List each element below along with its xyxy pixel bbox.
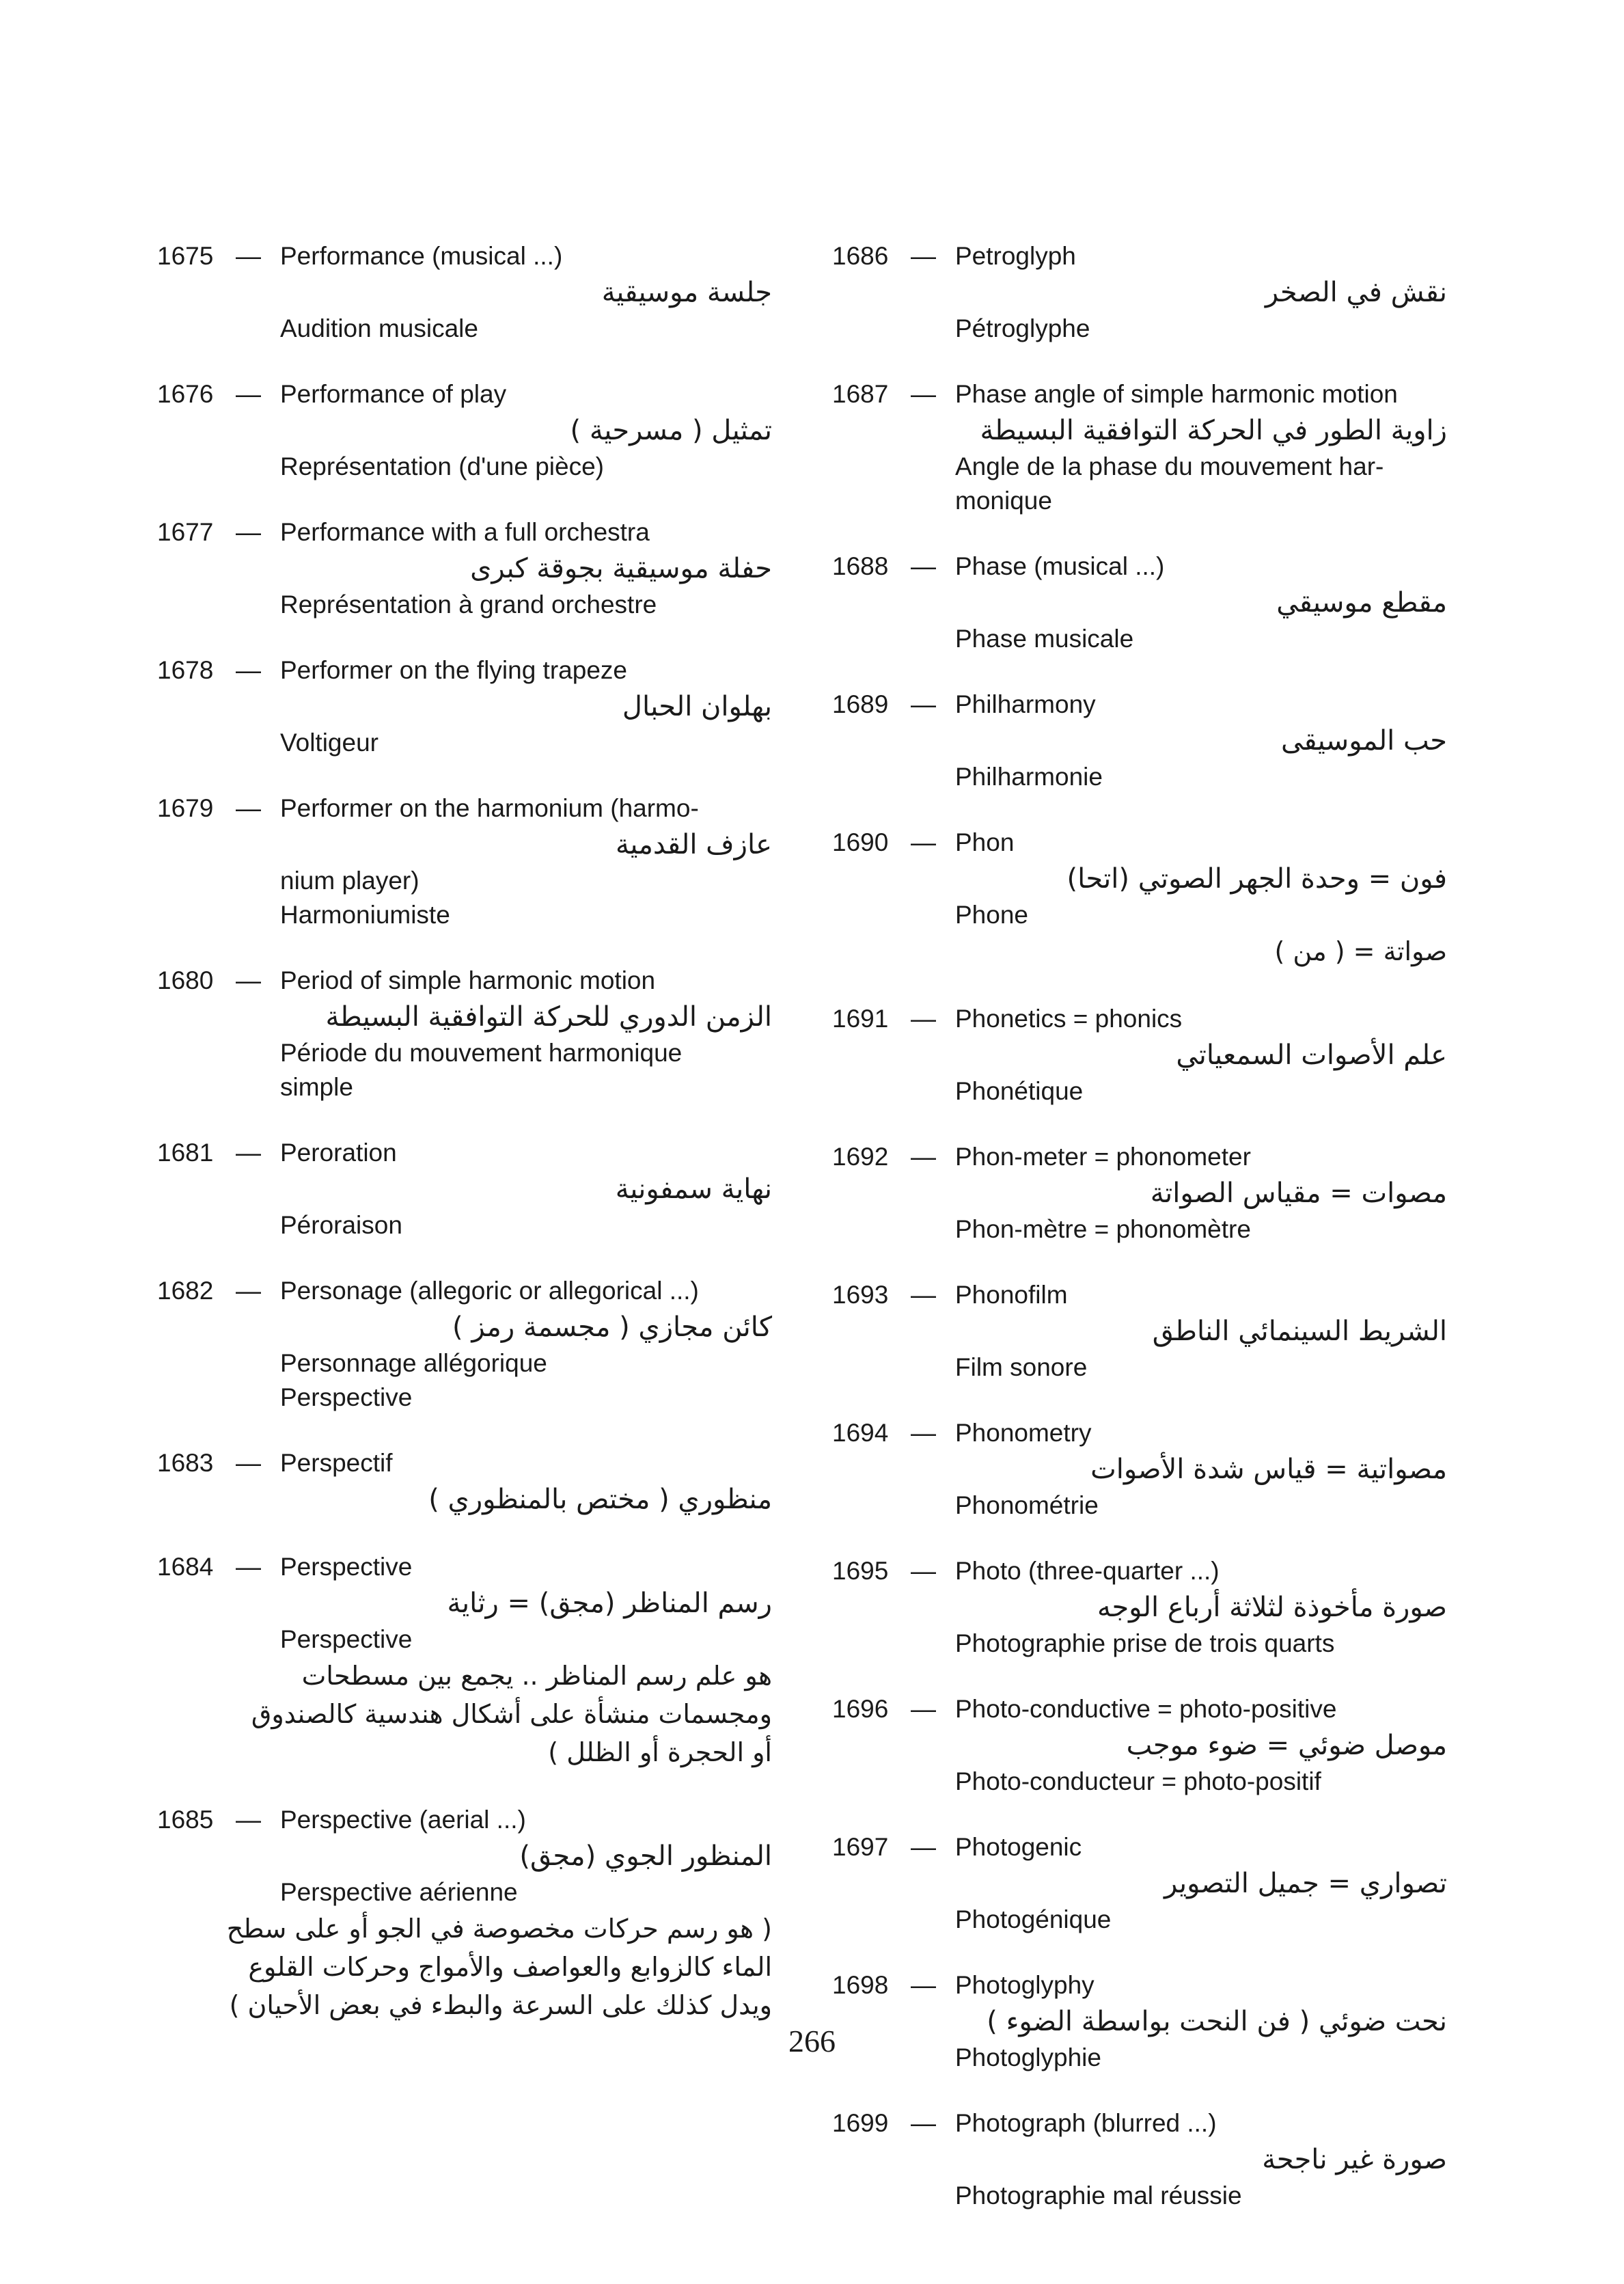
entry-dash: — bbox=[911, 1833, 936, 1861]
arabic-note: هو علم رسم المناظر .. يجمع بين مسطحات ومجسمات منشأة على أشكال هندسية كالصندوق أو الحجرة أو الظلل ) bbox=[251, 1661, 772, 1767]
entry-header bbox=[157, 515, 772, 549]
dictionary-entry bbox=[832, 2106, 1447, 2213]
french-term: Phase musicale bbox=[955, 625, 1134, 653]
entry-header bbox=[157, 1136, 772, 1170]
entry-header bbox=[832, 1692, 1447, 1726]
dictionary-entry bbox=[832, 1416, 1447, 1523]
french-term: Période du mouvement harmonique bbox=[280, 1039, 683, 1067]
entry-dash: — bbox=[911, 1557, 936, 1585]
english-term: Peroration bbox=[280, 1139, 397, 1167]
arabic-term: فون = وحدة الجهر الصوتي (اتحا) bbox=[1066, 863, 1447, 895]
entry-number: 1684 bbox=[157, 1553, 214, 1581]
entry-number: 1695 bbox=[832, 1557, 889, 1585]
entry-number: 1682 bbox=[157, 1277, 214, 1305]
entry-number: 1694 bbox=[832, 1419, 889, 1447]
dictionary-entry bbox=[832, 239, 1447, 346]
english-term: Phase (musical ...) bbox=[955, 552, 1165, 580]
french-term: Perspective bbox=[280, 1625, 413, 1653]
entry-dash: — bbox=[911, 1281, 936, 1309]
english-term: Phonetics = phonics bbox=[955, 1005, 1183, 1033]
dictionary-entry bbox=[832, 826, 1447, 970]
english-term: Petroglyph bbox=[955, 242, 1076, 270]
entry-header bbox=[157, 239, 772, 273]
english-term: Phon-meter = phonometer bbox=[955, 1143, 1251, 1171]
french-term: Audition musicale bbox=[280, 314, 478, 342]
dictionary-entry bbox=[157, 1136, 772, 1242]
entry-number: 1686 bbox=[832, 242, 889, 270]
dictionary-entry bbox=[832, 549, 1447, 656]
arabic-term: صورة مأخوذة لثلاثة أرباع الوجه bbox=[1097, 1592, 1447, 1623]
dictionary-entry bbox=[157, 239, 772, 346]
french-term: Photographie mal réussie bbox=[955, 2181, 1242, 2210]
dictionary-entry bbox=[157, 515, 772, 622]
french-term: Pétroglyphe bbox=[955, 314, 1090, 342]
dictionary-entry bbox=[157, 1550, 772, 1771]
entry-dash: — bbox=[911, 1695, 936, 1723]
dictionary-entry bbox=[157, 377, 772, 484]
french-term: Voltigeur bbox=[280, 729, 379, 757]
english-term: Photoglyphy bbox=[955, 1971, 1095, 1999]
entry-number: 1690 bbox=[832, 828, 889, 856]
arabic-term: نهاية سمفونية bbox=[615, 1173, 772, 1205]
entry-header bbox=[832, 688, 1447, 722]
dictionary-entry bbox=[157, 1446, 772, 1519]
entry-header bbox=[832, 377, 1447, 411]
french-term-continued: simple bbox=[280, 1073, 353, 1101]
arabic-term: تمثيل ( مسرحية ) bbox=[570, 415, 772, 446]
arabic-term: مقطع موسيقي bbox=[1276, 587, 1447, 618]
english-term: Performer on the flying trapeze bbox=[280, 656, 627, 684]
entry-header bbox=[157, 1803, 772, 1837]
arabic-term: نقش في الصخر bbox=[1265, 277, 1447, 308]
dictionary-entry bbox=[157, 791, 772, 932]
entry-number: 1678 bbox=[157, 656, 214, 684]
entry-dash: — bbox=[236, 1553, 261, 1581]
entry-header bbox=[832, 239, 1447, 273]
arabic-term: حفلة موسيقية بجوقة كبرى bbox=[470, 553, 772, 584]
english-term: Photogenic bbox=[955, 1833, 1082, 1861]
entry-dash: — bbox=[911, 242, 936, 270]
arabic-term: مصواتية = قياس شدة الأصوات bbox=[1090, 1454, 1447, 1485]
entry-header bbox=[832, 1554, 1447, 1588]
french-term: Perspective aérienne bbox=[280, 1878, 518, 1906]
english-term: Phon bbox=[955, 828, 1015, 856]
french-term: Harmoniumiste bbox=[280, 901, 450, 929]
entry-header bbox=[832, 1140, 1447, 1174]
dictionary-entry bbox=[157, 1803, 772, 2024]
arabic-term: موصل ضوئي = ضوء موجب bbox=[1126, 1730, 1447, 1761]
entry-dash: — bbox=[911, 552, 936, 580]
entry-dash: — bbox=[236, 242, 261, 270]
french-term: Photographie prise de trois quarts bbox=[955, 1629, 1335, 1657]
arabic-term: نحت ضوئي ( فن النحت بواسطة الضوء ) bbox=[987, 2006, 1447, 2037]
entry-dash: — bbox=[236, 1277, 261, 1305]
entry-header bbox=[157, 1446, 772, 1480]
arabic-term: علم الأصوات السمعياتي bbox=[1176, 1039, 1447, 1071]
arabic-note: صواتة = ( من ) bbox=[1274, 936, 1447, 966]
arabic-term: عازف القدمية bbox=[615, 829, 772, 860]
arabic-term: الشريط السينمائي الناطق bbox=[1152, 1316, 1447, 1347]
arabic-term: المنظور الجوي (مجق) bbox=[519, 1840, 772, 1872]
dictionary-entry bbox=[157, 1274, 772, 1415]
entry-number: 1675 bbox=[157, 242, 214, 270]
entry-dash: — bbox=[911, 690, 936, 718]
french-term: Angle de la phase du mouvement har- bbox=[955, 452, 1384, 480]
french-term: Photoglyphie bbox=[955, 2043, 1101, 2071]
english-term: Performance of play bbox=[280, 380, 507, 408]
dictionary-entry bbox=[832, 377, 1447, 518]
entry-dash: — bbox=[236, 1806, 261, 1834]
left-column bbox=[157, 239, 772, 2056]
french-term-continued: monique bbox=[955, 487, 1052, 515]
english-term: Phonofilm bbox=[955, 1281, 1068, 1309]
dictionary-entry bbox=[832, 1140, 1447, 1247]
entry-number: 1693 bbox=[832, 1281, 889, 1309]
entry-number: 1677 bbox=[157, 518, 214, 546]
english-term: Performance with a full orchestra bbox=[280, 518, 650, 546]
french-term: Philharmonie bbox=[955, 763, 1103, 791]
entry-dash: — bbox=[236, 1139, 261, 1167]
dictionary-entry bbox=[832, 1002, 1447, 1109]
arabic-term: صورة غير ناجحة bbox=[1262, 2144, 1447, 2175]
entry-number: 1683 bbox=[157, 1449, 214, 1477]
entry-dash: — bbox=[236, 966, 261, 994]
entry-number: 1689 bbox=[832, 690, 889, 718]
french-term: Phone bbox=[955, 901, 1028, 929]
entry-header bbox=[832, 2106, 1447, 2140]
french-term: Personnage allégorique bbox=[280, 1349, 547, 1377]
french-term: Film sonore bbox=[955, 1353, 1088, 1381]
arabic-note: ( هو رسم حركات مخصوصة في الجو أو على سطح الماء كالزوابع والعواصف والأمواج وحركات القلوع ويدل كذلك على السرعة والبطء في بعض الأحيان ) bbox=[226, 1914, 772, 2020]
english-term: Period of simple harmonic motion bbox=[280, 966, 656, 994]
entry-header bbox=[157, 377, 772, 411]
entry-dash: — bbox=[236, 656, 261, 684]
dictionary-entry bbox=[832, 1692, 1447, 1799]
english-term-continued: nium player) bbox=[280, 867, 419, 895]
entry-number: 1679 bbox=[157, 794, 214, 822]
entry-number: 1697 bbox=[832, 1833, 889, 1861]
english-term: Performer on the harmonium (harmo- bbox=[280, 794, 699, 822]
entry-number: 1688 bbox=[832, 552, 889, 580]
arabic-term: رسم المناظر (مجق) = رثاية bbox=[447, 1588, 772, 1619]
entry-number: 1691 bbox=[832, 1005, 889, 1033]
dictionary-entry bbox=[832, 1830, 1447, 1937]
english-term: Personage (allegoric or allegorical ...) bbox=[280, 1277, 699, 1305]
entry-header bbox=[157, 964, 772, 998]
arabic-term: جلسة موسيقية bbox=[601, 277, 772, 308]
french-term: Péroraison bbox=[280, 1211, 402, 1239]
entry-dash: — bbox=[911, 380, 936, 408]
entry-header bbox=[832, 826, 1447, 860]
entry-number: 1692 bbox=[832, 1143, 889, 1171]
english-term: Perspectif bbox=[280, 1449, 393, 1477]
entry-dash: — bbox=[236, 794, 261, 822]
entry-header bbox=[832, 549, 1447, 584]
entry-dash: — bbox=[911, 1005, 936, 1033]
dictionary-entry bbox=[832, 1278, 1447, 1385]
entry-number: 1676 bbox=[157, 380, 214, 408]
arabic-term: تصواري = جميل التصوير bbox=[1164, 1868, 1447, 1899]
french-term: Phon-mètre = phonomètre bbox=[955, 1215, 1251, 1243]
entry-header bbox=[832, 1968, 1447, 2002]
entry-dash: — bbox=[911, 2109, 936, 2137]
entry-dash: — bbox=[911, 1143, 936, 1171]
entry-dash: — bbox=[911, 1971, 936, 1999]
arabic-term: كائن مجازي ( مجسمة رمز ) bbox=[452, 1311, 772, 1343]
english-term: Photo-conductive = photo-positive bbox=[955, 1695, 1337, 1723]
french-term: Photo-conducteur = photo-positif bbox=[955, 1767, 1321, 1795]
entry-number: 1687 bbox=[832, 380, 889, 408]
english-term: Perspective (aerial ...) bbox=[280, 1806, 526, 1834]
dictionary-entry bbox=[157, 964, 772, 1104]
english-term: Philharmony bbox=[955, 690, 1096, 718]
entry-header bbox=[832, 1002, 1447, 1036]
entry-header bbox=[832, 1830, 1447, 1864]
right-column bbox=[832, 239, 1447, 2244]
entry-header bbox=[157, 1550, 772, 1584]
french-term: Représentation (d'une pièce) bbox=[280, 452, 604, 480]
arabic-term: حب الموسيقى bbox=[1281, 725, 1447, 757]
french-term: Représentation à grand orchestre bbox=[280, 590, 657, 618]
entry-number: 1685 bbox=[157, 1806, 214, 1834]
entry-header bbox=[157, 1274, 772, 1308]
dictionary-entry bbox=[832, 688, 1447, 794]
entry-dash: — bbox=[236, 1449, 261, 1477]
arabic-term: منظوري ( مختص بالمنظوري ) bbox=[428, 1484, 772, 1515]
arabic-term: زاوية الطور في الحركة التوافقية البسيطة bbox=[980, 415, 1447, 446]
english-term: Phonometry bbox=[955, 1419, 1092, 1447]
entry-number: 1681 bbox=[157, 1139, 214, 1167]
english-term: Photo (three-quarter ...) bbox=[955, 1557, 1220, 1585]
entry-dash: — bbox=[236, 518, 261, 546]
entry-dash: — bbox=[911, 828, 936, 856]
page-number: 266 bbox=[788, 2024, 836, 2058]
english-term: Phase angle of simple harmonic motion bbox=[955, 380, 1398, 408]
entry-header bbox=[832, 1416, 1447, 1450]
entry-number: 1680 bbox=[157, 966, 214, 994]
entry-number: 1699 bbox=[832, 2109, 889, 2137]
english-term: Photograph (blurred ...) bbox=[955, 2109, 1217, 2137]
french-term: Phonétique bbox=[955, 1077, 1084, 1105]
entry-dash: — bbox=[911, 1419, 936, 1447]
arabic-term: بهلوان الحبال bbox=[622, 691, 772, 722]
dictionary-entry bbox=[157, 653, 772, 760]
english-term: Performance (musical ...) bbox=[280, 242, 563, 270]
dictionary-entry bbox=[832, 1554, 1447, 1661]
entry-number: 1698 bbox=[832, 1971, 889, 1999]
entry-header bbox=[157, 653, 772, 688]
entry-header bbox=[832, 1278, 1447, 1312]
english-term: Perspective bbox=[280, 1553, 413, 1581]
french-term: Photogénique bbox=[955, 1905, 1112, 1933]
entry-header bbox=[157, 791, 772, 826]
arabic-term: مصوات = مقياس الصواتة bbox=[1150, 1178, 1447, 1209]
entry-number: 1696 bbox=[832, 1695, 889, 1723]
entry-dash: — bbox=[236, 380, 261, 408]
french-term: Phonométrie bbox=[955, 1491, 1099, 1519]
arabic-term: الزمن الدوري للحركة التوافقية البسيطة bbox=[325, 1001, 772, 1033]
french-term-continued: Perspective bbox=[280, 1383, 413, 1411]
